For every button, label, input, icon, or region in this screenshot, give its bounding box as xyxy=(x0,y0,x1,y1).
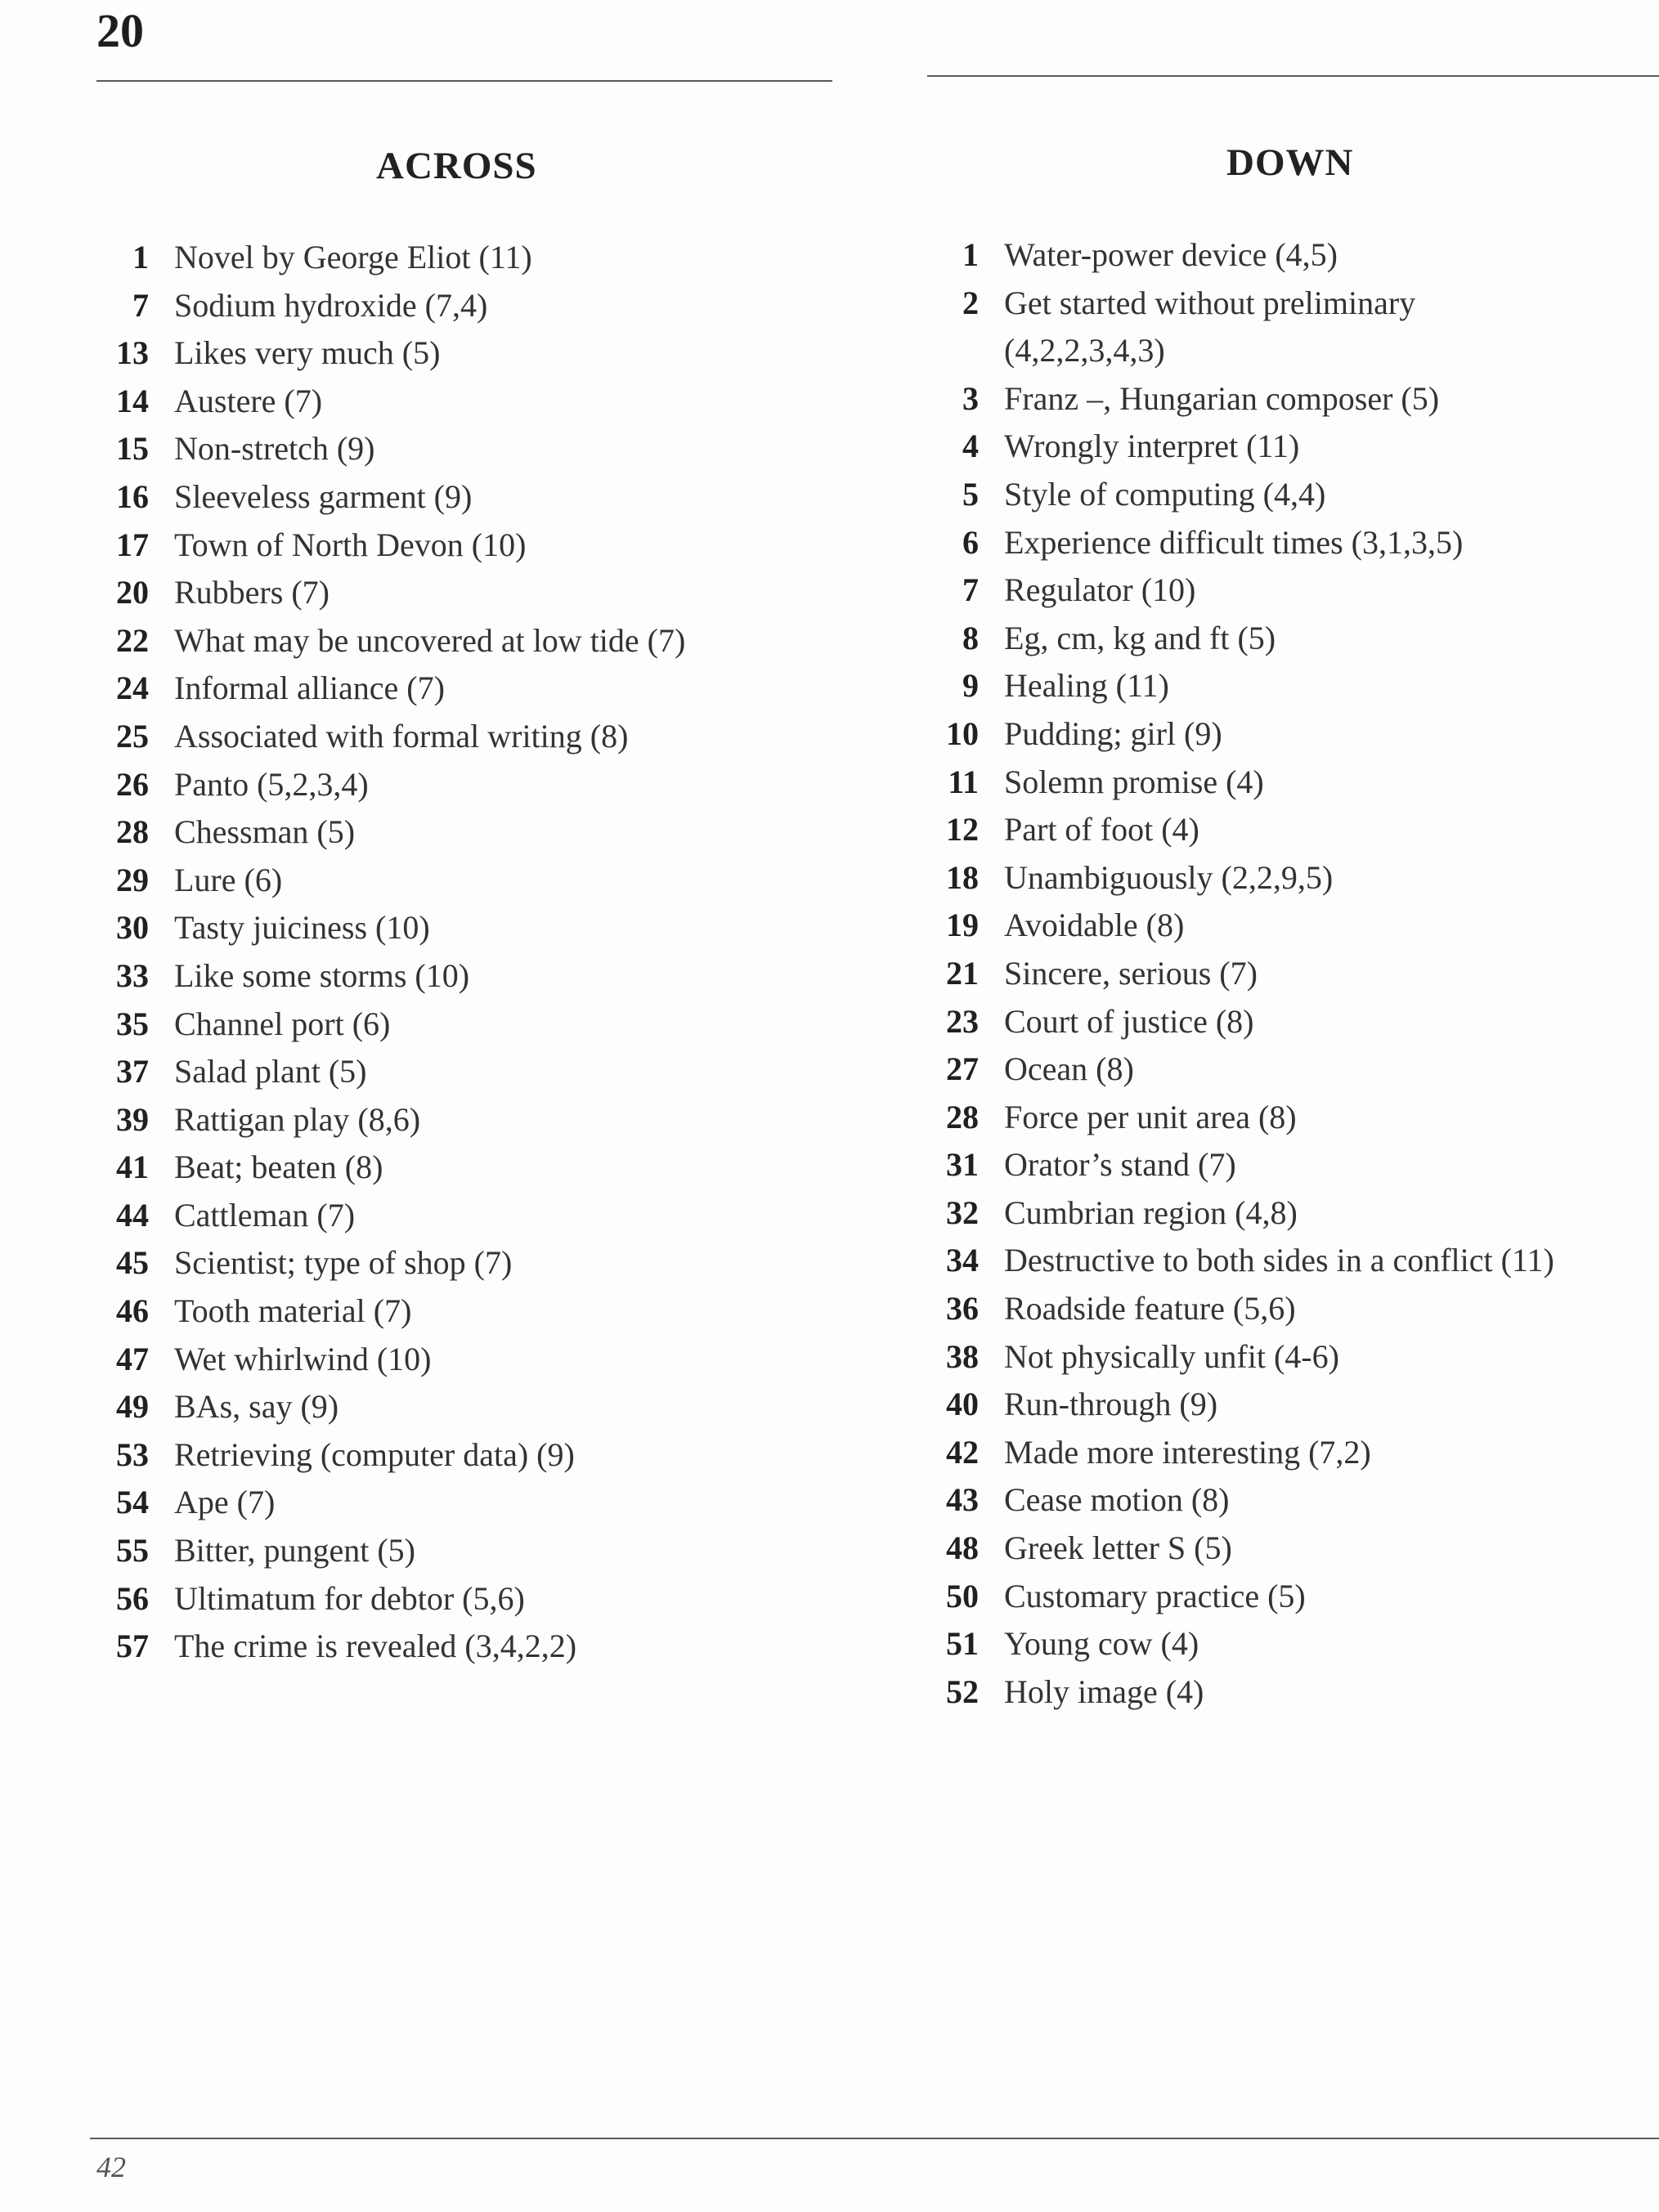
clue-number: 41 xyxy=(116,1149,149,1186)
clue-text-main: What may be uncovered at low tide (7) xyxy=(174,621,686,659)
down-clue xyxy=(920,1476,1554,1525)
clue-text-continuation: (4,2,2,3,4,3) xyxy=(1004,332,1165,369)
clue-text-main: Orator’s stand (7) xyxy=(1004,1146,1236,1184)
across-clue xyxy=(90,904,685,952)
clue-text-main: Ape (7) xyxy=(174,1484,276,1521)
clue-number: 43 xyxy=(946,1481,979,1519)
across-clue xyxy=(90,378,685,426)
clue-number: 1 xyxy=(962,236,979,273)
clue-text-main: Young cow (4) xyxy=(1004,1625,1199,1663)
clue-text xyxy=(1004,902,1184,950)
clue-text xyxy=(174,1479,275,1527)
across-clue xyxy=(90,857,685,905)
down-clue xyxy=(920,1141,1554,1189)
clue-number: 55 xyxy=(116,1532,149,1569)
clue-number: 33 xyxy=(116,956,149,994)
clue-text xyxy=(1004,471,1325,519)
clue-text xyxy=(174,904,430,952)
clue-text-main: Ultimatum for debtor (5,6) xyxy=(174,1579,525,1617)
across-clue xyxy=(90,234,685,282)
clue-text-main: Eg, cm, kg and ft (5) xyxy=(1004,619,1276,656)
clue-text-main: Sincere, serious (7) xyxy=(1004,954,1258,992)
clue-number: 5 xyxy=(962,475,979,513)
clue-text xyxy=(174,569,330,617)
across-clue xyxy=(90,1239,685,1287)
clue-number: 12 xyxy=(946,811,979,849)
down-clue xyxy=(920,471,1554,519)
clue-text xyxy=(1004,1094,1297,1142)
clue-text-main: Made more interesting (7,2) xyxy=(1004,1433,1371,1471)
clue-number: 38 xyxy=(946,1337,979,1375)
clue-text xyxy=(1004,1189,1298,1238)
clue-text xyxy=(174,1144,383,1192)
clue-text xyxy=(1004,1668,1204,1717)
clue-text xyxy=(174,1336,432,1384)
clue-text-main: Roadside feature (5,6) xyxy=(1004,1290,1296,1328)
clue-number: 4 xyxy=(962,428,979,465)
clue-text-main: Avoidable (8) xyxy=(1004,907,1185,944)
across-clue xyxy=(90,1001,685,1049)
clue-text xyxy=(1004,1620,1199,1668)
clue-text xyxy=(174,761,369,809)
across-clue xyxy=(90,1336,685,1384)
clue-text-main: Experience difficult times (3,1,3,5) xyxy=(1004,523,1464,561)
down-clue xyxy=(920,806,1554,854)
clue-number: 37 xyxy=(116,1053,149,1090)
clue-number: 45 xyxy=(116,1244,149,1282)
clue-text-main: Novel by George Eliot (11) xyxy=(174,239,532,275)
clue-number: 18 xyxy=(946,858,979,896)
clue-text xyxy=(174,1239,512,1287)
down-clue xyxy=(920,1094,1554,1142)
clue-number: 17 xyxy=(116,526,149,563)
clue-text-main: Part of foot (4) xyxy=(1004,811,1199,849)
clue-text xyxy=(1004,1476,1230,1525)
clue-text xyxy=(174,857,282,905)
clue-text xyxy=(1004,806,1199,854)
clue-text xyxy=(1004,280,1415,375)
across-clue xyxy=(90,1527,685,1575)
down-clue xyxy=(920,1189,1554,1238)
clue-text-main: Cumbrian region (4,8) xyxy=(1004,1193,1298,1231)
across-clue xyxy=(90,952,685,1001)
across-clue xyxy=(90,1144,685,1192)
down-heading: DOWN xyxy=(1226,141,1354,184)
across-clue xyxy=(90,761,685,809)
across-clue xyxy=(90,1048,685,1096)
clue-text-main: Sleeveless garment (9) xyxy=(174,477,473,515)
down-clue xyxy=(920,1620,1554,1668)
down-clue xyxy=(920,231,1554,280)
across-heading: ACROSS xyxy=(376,145,537,187)
clue-number: 49 xyxy=(116,1388,149,1426)
clue-number: 7 xyxy=(962,571,979,609)
clue-text-main: Channel port (6) xyxy=(174,1005,391,1042)
clue-number: 28 xyxy=(946,1098,979,1135)
clue-text-main: Rattigan play (8,6) xyxy=(174,1100,421,1138)
clue-text-main: Beat; beaten (8) xyxy=(174,1149,383,1186)
down-clue xyxy=(920,1333,1554,1381)
across-clue xyxy=(90,1287,685,1336)
clue-number: 39 xyxy=(116,1100,149,1138)
down-clue xyxy=(920,615,1554,663)
clue-text xyxy=(1004,1381,1217,1429)
across-clue xyxy=(90,1192,685,1240)
clue-text xyxy=(174,665,445,713)
clue-text xyxy=(174,1287,411,1336)
clue-number: 44 xyxy=(116,1196,149,1234)
clue-number: 21 xyxy=(946,954,979,992)
clue-text-main: Town of North Devon (10) xyxy=(174,526,527,563)
down-clue xyxy=(920,1429,1554,1477)
clue-text xyxy=(174,1001,390,1049)
clue-text xyxy=(174,522,526,570)
clue-text-main: Salad plant (5) xyxy=(174,1053,367,1090)
clue-text-main: Lure (6) xyxy=(174,861,283,898)
clue-text xyxy=(174,425,374,473)
clue-text xyxy=(1004,423,1299,471)
down-clue xyxy=(920,1285,1554,1333)
clue-text-main: Franz –, Hungarian composer (5) xyxy=(1004,379,1440,417)
clue-number: 14 xyxy=(116,382,149,419)
clue-text-main: Pudding; girl (9) xyxy=(1004,714,1222,752)
puzzle-number: 20 xyxy=(96,4,144,57)
clue-text xyxy=(1004,1141,1236,1189)
clue-number: 36 xyxy=(946,1290,979,1328)
clue-number: 1 xyxy=(132,239,149,275)
clue-number: 24 xyxy=(116,669,149,707)
down-clue xyxy=(920,1237,1554,1285)
clue-text xyxy=(174,1383,339,1431)
clue-text-main: Cease motion (8) xyxy=(1004,1481,1230,1519)
clue-text-main: Panto (5,2,3,4) xyxy=(174,765,369,803)
down-clue xyxy=(920,759,1554,807)
clue-text xyxy=(1004,1429,1371,1477)
clue-number: 25 xyxy=(116,717,149,754)
clue-text xyxy=(1004,998,1254,1046)
clue-text xyxy=(174,952,469,1001)
clue-number: 42 xyxy=(946,1433,979,1471)
across-clue xyxy=(90,473,685,522)
clue-number: 10 xyxy=(946,714,979,752)
clue-text-main: Scientist; type of shop (7) xyxy=(174,1244,513,1282)
across-clue xyxy=(90,665,685,713)
clue-number: 23 xyxy=(946,1002,979,1040)
down-clue xyxy=(920,423,1554,471)
down-clue xyxy=(920,1525,1554,1573)
clue-text xyxy=(174,329,440,378)
clue-text-main: Tasty juiciness (10) xyxy=(174,909,430,947)
clue-text-main: Non-stretch (9) xyxy=(174,430,375,468)
clue-number: 9 xyxy=(962,667,979,705)
clue-text xyxy=(174,234,532,282)
clue-number: 28 xyxy=(116,813,149,851)
down-clue xyxy=(920,998,1554,1046)
clue-number: 50 xyxy=(946,1577,979,1614)
clue-number: 30 xyxy=(116,909,149,947)
clue-text-main: Run-through (9) xyxy=(1004,1386,1218,1423)
clue-text xyxy=(1004,566,1195,615)
down-clue xyxy=(920,280,1554,375)
clue-number: 47 xyxy=(116,1340,149,1377)
clue-text-main: Healing (11) xyxy=(1004,667,1169,705)
clue-text xyxy=(1004,375,1439,423)
across-clue xyxy=(90,1383,685,1431)
clue-text xyxy=(1004,1285,1296,1333)
across-clue xyxy=(90,329,685,378)
down-clue xyxy=(920,375,1554,423)
clue-text-main: Wrongly interpret (11) xyxy=(1004,428,1300,465)
clue-number: 20 xyxy=(116,574,149,611)
across-clue xyxy=(90,1431,685,1480)
clue-number: 56 xyxy=(116,1579,149,1617)
clue-number: 53 xyxy=(116,1435,149,1473)
clue-text-main: Customary practice (5) xyxy=(1004,1577,1306,1614)
top-rule-left xyxy=(96,80,832,82)
clue-number: 31 xyxy=(946,1146,979,1184)
clue-number: 16 xyxy=(116,477,149,515)
across-clue xyxy=(90,808,685,857)
clue-text-main: BAs, say (9) xyxy=(174,1388,339,1426)
clue-text-main: Not physically unfit (4-6) xyxy=(1004,1337,1339,1375)
clue-text xyxy=(174,1527,415,1575)
clue-number: 32 xyxy=(946,1193,979,1231)
clue-text-main: Holy image (4) xyxy=(1004,1672,1204,1710)
across-clue xyxy=(90,713,685,761)
across-clue xyxy=(90,522,685,570)
across-clue xyxy=(90,425,685,473)
clue-number: 2 xyxy=(962,284,979,321)
clue-text xyxy=(1004,759,1264,807)
clue-text-main: Tooth material (7) xyxy=(174,1292,412,1330)
clue-number: 34 xyxy=(946,1242,979,1279)
clue-text-main: Sodium hydroxide (7,4) xyxy=(174,286,488,324)
clue-text xyxy=(174,282,487,330)
clue-text xyxy=(174,617,685,665)
down-clue xyxy=(920,1046,1554,1094)
clue-number: 29 xyxy=(116,861,149,898)
clue-text xyxy=(174,713,628,761)
down-clue xyxy=(920,854,1554,902)
clue-text-main: Associated with formal writing (8) xyxy=(174,717,629,754)
clue-text xyxy=(1004,615,1276,663)
clue-text xyxy=(174,1623,576,1671)
clue-number: 3 xyxy=(962,379,979,417)
across-clue xyxy=(90,617,685,665)
clue-text-main: Rubbers (7) xyxy=(174,574,330,611)
clue-number: 40 xyxy=(946,1386,979,1423)
clue-text-main: Force per unit area (8) xyxy=(1004,1098,1297,1135)
across-clue xyxy=(90,1096,685,1144)
clue-text xyxy=(174,1192,355,1240)
clue-text xyxy=(1004,662,1169,710)
clue-number: 27 xyxy=(946,1050,979,1088)
down-clue xyxy=(920,519,1554,567)
clue-text-main: Destructive to both sides in a conflict (11) xyxy=(1004,1242,1554,1279)
clue-text xyxy=(174,473,472,522)
clue-number: 52 xyxy=(946,1672,979,1710)
clue-text-main: The crime is revealed (3,4,2,2) xyxy=(174,1628,577,1665)
clue-number: 13 xyxy=(116,334,149,372)
clue-text xyxy=(1004,854,1333,902)
clue-text-main: Like some storms (10) xyxy=(174,956,470,994)
clue-text-main: Water-power device (4,5) xyxy=(1004,236,1338,273)
clue-text xyxy=(1004,1046,1134,1094)
clue-text-main: Likes very much (5) xyxy=(174,334,441,372)
bottom-rule xyxy=(90,2138,1659,2139)
down-clue xyxy=(920,710,1554,759)
clue-text-main: Get started without preliminary xyxy=(1004,284,1416,321)
down-clue xyxy=(920,1573,1554,1621)
across-clue xyxy=(90,1575,685,1623)
clue-number: 35 xyxy=(116,1005,149,1042)
clue-text xyxy=(1004,710,1222,759)
across-clue-list xyxy=(90,234,685,1671)
clue-text xyxy=(1004,231,1338,280)
clue-text-main: Court of justice (8) xyxy=(1004,1002,1254,1040)
top-rule-right xyxy=(927,75,1659,77)
clue-number: 51 xyxy=(946,1625,979,1663)
clue-number: 57 xyxy=(116,1628,149,1665)
clue-number: 6 xyxy=(962,523,979,561)
clue-text-main: Regulator (10) xyxy=(1004,571,1196,609)
clue-number: 7 xyxy=(132,286,149,324)
clue-number: 46 xyxy=(116,1292,149,1330)
across-clue xyxy=(90,1623,685,1671)
clue-number: 26 xyxy=(116,765,149,803)
clue-text-main: Wet whirlwind (10) xyxy=(174,1340,432,1377)
clue-text xyxy=(174,1575,525,1623)
down-clue xyxy=(920,950,1554,998)
down-clue xyxy=(920,902,1554,950)
across-clue xyxy=(90,1479,685,1527)
clue-text-main: Retrieving (computer data) (9) xyxy=(174,1435,575,1473)
down-clue xyxy=(920,1381,1554,1429)
clue-number: 11 xyxy=(948,763,979,800)
clue-number: 19 xyxy=(946,907,979,944)
clue-text-main: Greek letter S (5) xyxy=(1004,1529,1232,1567)
clue-number: 54 xyxy=(116,1484,149,1521)
clue-text-main: Style of computing (4,4) xyxy=(1004,475,1326,513)
clue-text-main: Austere (7) xyxy=(174,382,323,419)
clue-text-main: Unambiguously (2,2,9,5) xyxy=(1004,858,1334,896)
clue-text xyxy=(174,1096,420,1144)
clue-text-main: Ocean (8) xyxy=(1004,1050,1134,1088)
clue-number: 15 xyxy=(116,430,149,468)
clue-text-main: Chessman (5) xyxy=(174,813,356,851)
across-clue xyxy=(90,282,685,330)
clue-number: 48 xyxy=(946,1529,979,1567)
clue-text xyxy=(174,808,355,857)
clue-text xyxy=(1004,1525,1232,1573)
page-number: 42 xyxy=(96,2151,126,2183)
clue-text xyxy=(1004,519,1463,567)
clue-text-main: Bitter, pungent (5) xyxy=(174,1532,415,1569)
clue-text xyxy=(1004,1333,1339,1381)
clue-text xyxy=(1004,950,1258,998)
down-clue xyxy=(920,1668,1554,1717)
down-clue xyxy=(920,662,1554,710)
clue-text xyxy=(1004,1237,1554,1285)
clue-number: 22 xyxy=(116,621,149,659)
clue-text-main: Cattleman (7) xyxy=(174,1196,356,1234)
clue-text xyxy=(1004,1573,1306,1621)
clue-text xyxy=(174,1048,367,1096)
clue-text-main: Solemn promise (4) xyxy=(1004,763,1264,800)
clue-text xyxy=(174,1431,575,1480)
clue-text xyxy=(174,378,322,426)
down-clue-list xyxy=(920,231,1554,1716)
clue-number: 8 xyxy=(962,619,979,656)
clue-text-main: Informal alliance (7) xyxy=(174,669,445,707)
down-clue xyxy=(920,566,1554,615)
across-clue xyxy=(90,569,685,617)
